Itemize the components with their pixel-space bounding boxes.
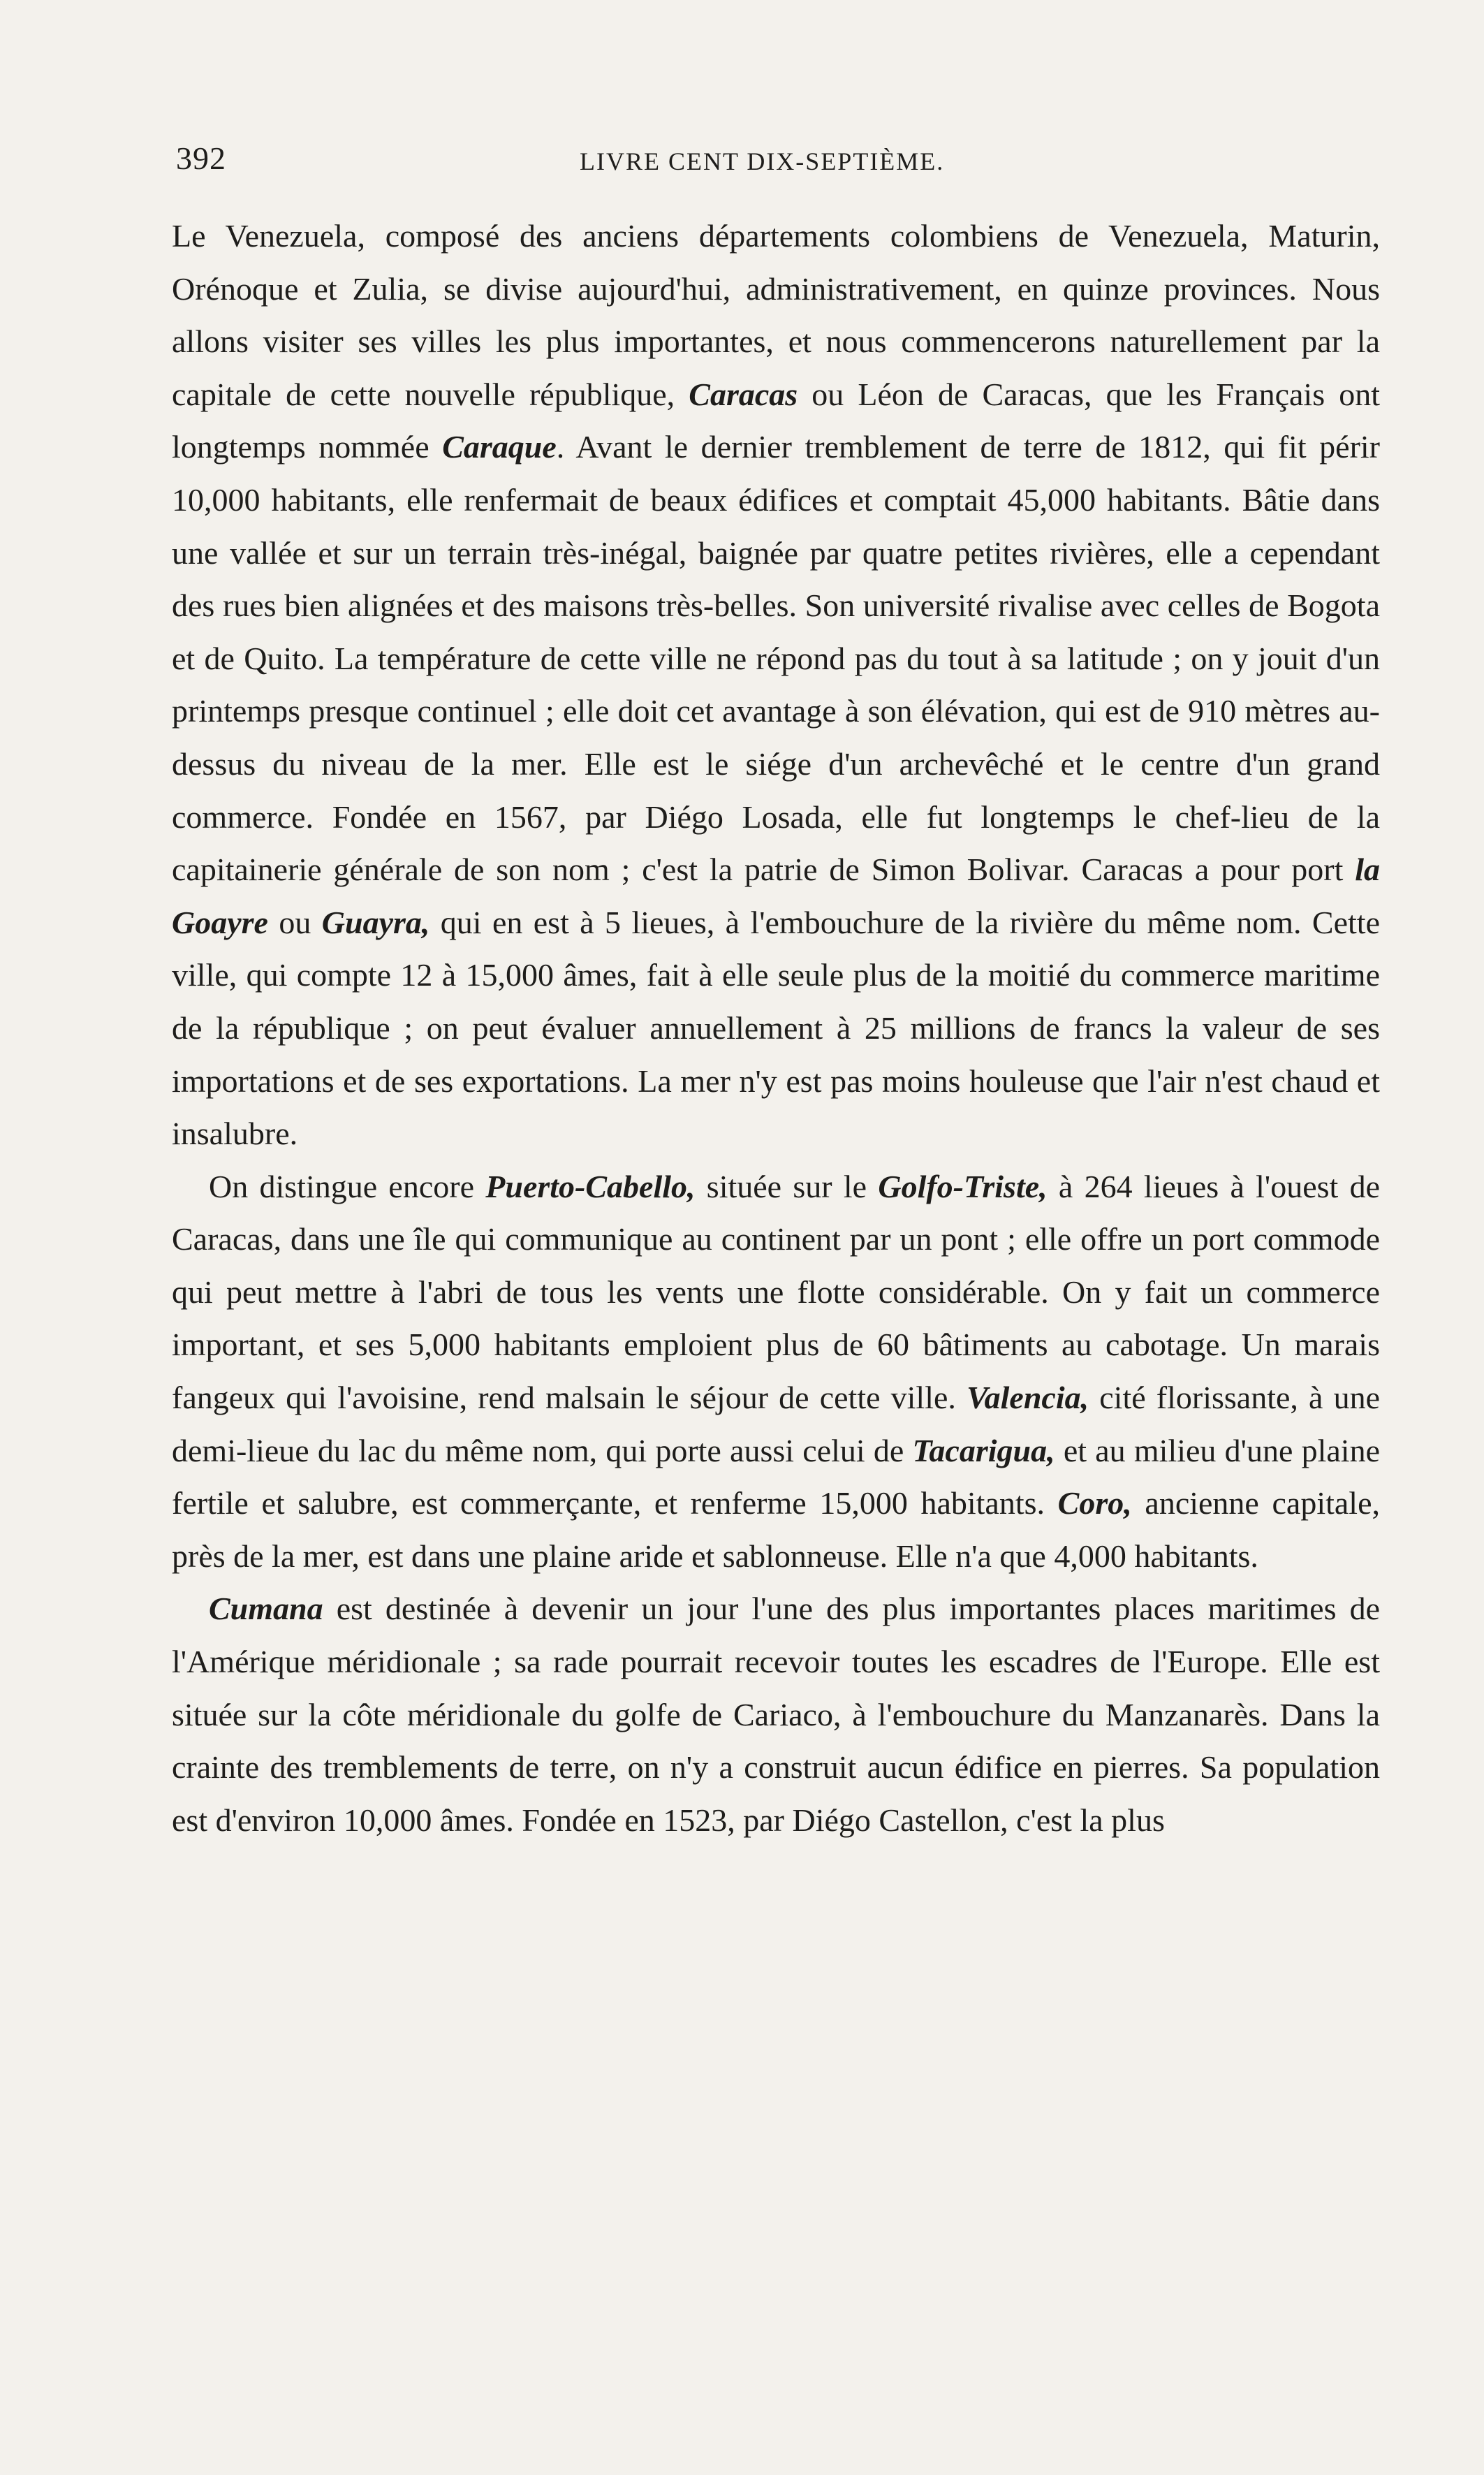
- text-run: . Avant le dernier tremblement de terre de 1812, qui fit périr 10,000 habitants, elle renfermait de beaux édifices et comptait 45,000 habitants. Bâtie dans une vallée et sur un terrain très-inégal, baignée par quatre petites rivières, elle a cependant des rues bien alignées et des maisons très-belles. Son université rivalise avec celles de Bogota et de Quito. La température de cette ville ne répond pas du tout à sa latitude ; on y jouit d'un printemps presque continuel ; elle doit cet avantage à son élévation, qui est de 910 mètres au-dessus du niveau de la mer. Elle est le siége d'un archevêché et le centre d'un grand commerce. Fondée en 1567, par Diégo Losada, elle fut longtemps le chef-lieu de la capitainerie générale de son nom ; c'est la patrie de Simon Bolivar. Caracas a pour port: [172, 429, 1380, 888]
- text-run: ancienne capitale, près de la mer, est dans une plaine aride et sablonneuse. Elle n'a que 4,000 habitants.: [172, 1485, 1380, 1574]
- place-name: Coro,: [1057, 1485, 1132, 1521]
- page-number: 392: [176, 140, 226, 176]
- text-run: Le Venezuela, composé des anciens départements colombiens de Venezuela, Maturin, Orénoque et Zulia, se divise aujourd'hui, administrativement, en quinze provinces. Nous allons visiter ses villes les plus importantes, et nous commencerons naturellement par la capitale de cette nouvelle république,: [172, 218, 1380, 412]
- page-header: [176, 140, 1381, 182]
- place-name: Guayra,: [321, 904, 430, 940]
- text-run: ou: [267, 904, 322, 940]
- text-run: cité florissante, à une demi-lieue du lac du même nom, qui porte aussi celui de: [172, 1380, 1381, 1468]
- place-name: Caracas: [689, 376, 798, 412]
- paragraph-cumana: [172, 1582, 1380, 1846]
- place-name: Cumana: [209, 1591, 323, 1627]
- body-text: [172, 210, 1380, 1846]
- paragraph-puerto-cabello: [172, 1160, 1380, 1583]
- place-name: Golfo-Triste,: [878, 1168, 1048, 1204]
- text-run: et au milieu d'une plaine fertile et salubre, est commerçante, et renferme 15,000 habitants.: [172, 1432, 1380, 1521]
- text-run: ou Léon de Caracas, que les Français ont longtemps nommée: [172, 376, 1380, 465]
- text-run: On distingue encore: [209, 1168, 486, 1204]
- text-run: à 264 lieues à l'ouest de Caracas, dans une île qui communique au continent par un pont ; elle offre un port commode qui peut mettre à l'abri de tous les vents une flotte considérable. On y fait un commerce important, et ses 5,000 habitants emploient plus de 60 bâtiments au cabotage. Un marais fangeux qui l'avoisine, rend malsain le séjour de cette ville.: [172, 1168, 1380, 1416]
- paragraph-caracas: [172, 210, 1380, 1160]
- place-name: Valencia,: [967, 1380, 1089, 1416]
- place-name: Caraque: [442, 429, 557, 465]
- text-run: située sur le: [695, 1168, 879, 1204]
- place-name: la Goayre: [172, 852, 1380, 940]
- place-name: Puerto-Cabello,: [485, 1168, 696, 1204]
- text-run: qui en est à 5 lieues, à l'embouchure de la rivière du même nom. Cette ville, qui compte 12 à 15,000 âmes, fait à elle seule plus de la moitié du commerce maritime de la république ; on peut évaluer annuellement à 25 millions de francs la valeur de ses importations et de ses exportations. La mer n'y est pas moins houleuse que l'air n'est chaud et insalubre.: [172, 904, 1381, 1152]
- text-run: est destinée à devenir un jour l'une des plus importantes places maritimes de l'Amérique méridionale ; sa rade pourrait recevoir toutes les escadres de l'Europe. Elle est située sur la côte méridionale du golfe de Cariaco, à l'embouchure du Manzanarès. Dans la crainte des tremblements de terre, on n'y a construit aucun édifice en pierres. Sa population est d'environ 10,000 âmes. Fondée en 1523, par Diégo Castellon, c'est la plus: [172, 1591, 1380, 1838]
- running-head: LIVRE CENT DIX-SEPTIÈME.: [580, 147, 945, 175]
- place-name: Tacarigua,: [912, 1432, 1055, 1468]
